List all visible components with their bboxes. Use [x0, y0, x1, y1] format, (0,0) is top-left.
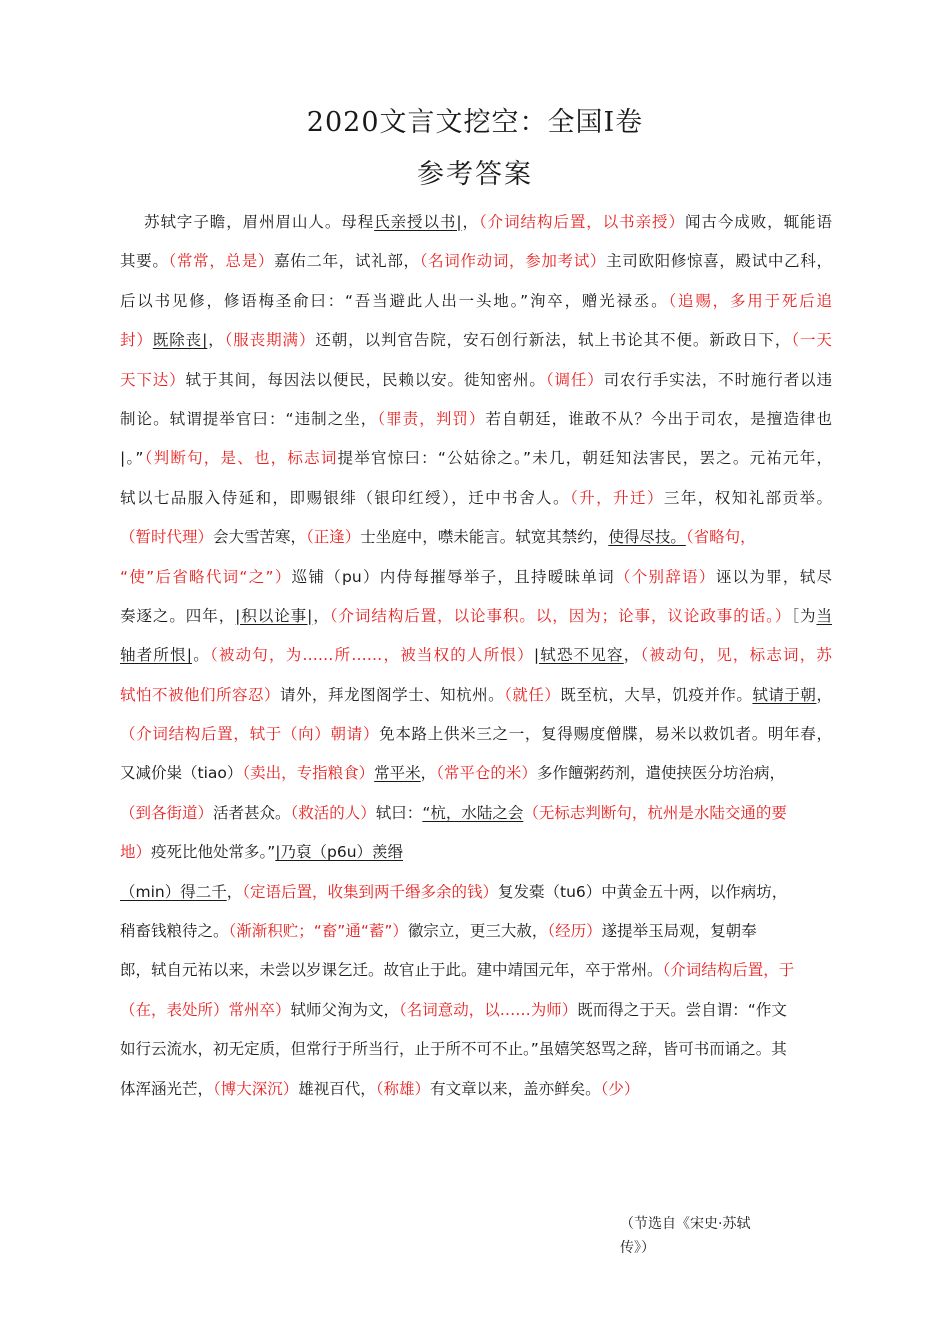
annotation-note: “使”后省略代词“之”）: [120, 567, 292, 586]
annotation-note: （定语后置，收集到两千缗多余的钱）: [242, 882, 499, 901]
source-line-1: （节选自《宋史·苏轼: [620, 1216, 751, 1232]
annotation-note: （省略句，: [685, 528, 756, 547]
annotation-note: （名词作动词，参加考试）: [419, 252, 607, 271]
underlined-phrase: 轼请于朝: [752, 685, 817, 704]
passage-text: 稍畜钱粮待之。: [120, 922, 229, 941]
passage-text: 体浑涵光芒，: [120, 1079, 214, 1098]
passage-text: 免本路上供米三之一，复得赐度僧牒，易米以救饥者。明年春，: [379, 725, 832, 744]
annotation-note: 封）: [120, 331, 153, 350]
passage-text: 嘉佑二年，试礼部，: [274, 252, 420, 271]
annotation-note: （暂时代理）: [120, 528, 214, 547]
passage-line: [120, 1070, 832, 1109]
source-line-2: 传》）: [620, 1240, 655, 1256]
annotation-note: （升，升迁）: [569, 488, 664, 507]
passage-text: 奏逐之。四年，: [120, 606, 236, 625]
annotation-note: （常常，总是）: [168, 252, 275, 271]
passage-text: 后以书见修，修语梅圣俞曰：“吾当避此人出一头地。”洵卒，赠光禄丞。: [120, 291, 669, 310]
passage-text: ，: [207, 331, 225, 350]
annotation-note: （常平仓的米）: [436, 764, 537, 783]
annotation-note: （救活的人）: [290, 803, 376, 822]
annotation-note: （判断句，是、也，标志词: [143, 449, 338, 468]
annotation-note: （渐渐积贮；“畜”通“蓄”）: [228, 922, 408, 941]
passage-line: [120, 242, 832, 281]
passage-line: [120, 833, 832, 872]
passage-text: 活者甚众。: [213, 803, 291, 822]
passage-line: [120, 597, 832, 636]
passage-text: |: [533, 646, 540, 665]
passage-line: [120, 754, 832, 793]
underlined-phrase: |乃裒（p6u）羡缗: [275, 843, 404, 862]
passage-text: 若自朝廷，谁敢不从？今出于司农，是擅造律也: [485, 409, 832, 428]
passage-line: [120, 794, 832, 833]
annotation-note: （介词结构后置，轼于（向）朝请）: [120, 725, 380, 744]
passage-text: 雄视百代，: [298, 1079, 376, 1098]
underlined-phrase: （min）得二千: [120, 882, 227, 901]
annotation-note: （一天: [791, 331, 832, 350]
passage-text: 又减价粜（tiao）: [120, 764, 243, 783]
annotation-note: （称雄）: [375, 1079, 431, 1098]
underlined-phrase: “杭，水陆之会: [422, 803, 524, 822]
underlined-phrase: 常平米: [374, 764, 421, 783]
annotation-note: 轼怕不被他们所容忍）: [120, 685, 281, 704]
passage-text: 巡铺（pu）内侍每摧辱举子，且持暧昧单词: [291, 567, 615, 586]
passage-text: 其要。: [120, 252, 169, 271]
passage-line: [120, 439, 832, 478]
passage-text: 有文章以来，盖亦鲜矣。: [430, 1079, 601, 1098]
passage-text: 如行云流水，初无定质，但常行于所当行，止于所不可不止。”虽嬉笑怒骂之辞，皆可书而诵之。其: [120, 1040, 787, 1059]
passage-line: [120, 951, 832, 990]
passage-text: 遂提举玉局观，复朝奉: [601, 922, 757, 941]
passage-line: [120, 321, 832, 360]
underlined-phrase: |积以论事|: [235, 606, 313, 625]
passage-line: [120, 400, 832, 439]
annotation-note: （介词结构后置，于: [662, 961, 795, 980]
passage-text: 会大雪苦寒，: [213, 528, 307, 547]
passage-text: 轼师父洵为文，: [290, 1000, 400, 1019]
annotation-note: （被动句，见，标志词，苏: [640, 646, 832, 665]
annotation-note: （介词结构后置，以书亲授）: [478, 213, 685, 231]
underlined-phrase: 使得尽技。: [608, 528, 686, 547]
annotation-note: （名词意动，以……为师）: [399, 1000, 578, 1019]
passage-text: 还朝，以判官告院，安石创行新法，轼上书论其不便。新政日下，: [315, 331, 792, 350]
underlined-phrase: 氏亲授以书|: [374, 213, 462, 231]
passage-text: 疫死比他处常多。”: [151, 843, 276, 862]
annotation-note: （少）: [600, 1079, 640, 1098]
annotation-note: 天下达）: [120, 370, 186, 389]
annotation-note: （追赐，多用于死后追: [668, 291, 832, 310]
passage-text: 郎，轼自元祐以来，未尝以岁课乞迁。故官止于此。建中靖国元年，卒于常州。: [120, 961, 663, 980]
passage-text: 。: [192, 646, 210, 665]
annotation-note: （服丧期满）: [224, 331, 316, 350]
annotation-note: （调任）: [545, 370, 604, 389]
passage-line: [120, 361, 832, 400]
passage-text: 轼曰：: [375, 803, 423, 822]
underlined-phrase: 既除丧|: [152, 331, 208, 350]
passage-text: 闻古今成败，辄能语: [684, 213, 832, 231]
annotation-note: （到各街道）: [120, 803, 214, 822]
passage-line: [120, 558, 832, 597]
passage-line: [120, 991, 832, 1030]
annotation-note: （介词结构后置，以论事积。以，因为；论事，议论政事的话。）: [329, 606, 792, 625]
passage-text: 士坐庭中，噤未能言。轼宽其禁约，: [360, 528, 609, 547]
passage-text: 请外，拜龙图阁学士、知杭州。: [280, 685, 505, 704]
passage-text: 司农行手实法，不时施行者以违: [603, 370, 832, 389]
passage-line: [120, 873, 832, 912]
passage-line: [120, 912, 832, 951]
passage-text: 既至杭，大旱，饥疫并作。: [560, 685, 753, 704]
passage-text: 徽宗立，更三大赦，: [407, 922, 548, 941]
passage-text: ，: [623, 646, 641, 665]
passage-text: ，: [312, 606, 330, 625]
page-title: 2020文言文挖空：全国I卷: [306, 107, 644, 138]
page-subtitle: 参考答案: [417, 159, 533, 190]
passage-text: 复发橐（tu6）中黄金五十两，以作病坊，: [498, 882, 788, 901]
passage-text: ，: [461, 213, 479, 231]
underlined-phrase: 轼恐不见容: [539, 646, 624, 665]
passage-text: 诬以为罪，轼尽: [715, 567, 832, 586]
annotation-note: 地）: [120, 843, 152, 862]
annotation-note: （被动句，为……所……，被当权的人所恨）: [209, 646, 534, 665]
passage-text: ，: [816, 685, 832, 704]
underlined-phrase: 当: [816, 606, 832, 625]
passage-line: [120, 282, 832, 321]
annotation-note: （卖出，专指粮食）: [242, 764, 375, 783]
passage-text: ，: [226, 882, 243, 901]
annotation-note: （在，表处所）常州卒）: [120, 1000, 291, 1019]
passage-body: [120, 203, 832, 1109]
passage-text: ［为: [791, 606, 817, 625]
passage-line: [120, 676, 832, 715]
passage-text: 制论。轼谓提举官曰：“违制之坐，: [120, 409, 378, 428]
passage-text: 主司欧阳修惊喜，殿试中乙科，: [606, 252, 832, 271]
annotation-note: （个别辞语）: [614, 567, 716, 586]
passage-text: 轼以七品服入侍延和，即赐银绯（银印红绶），迁中书舍人。: [120, 488, 570, 507]
passage-text: 三年，权知礼部贡举。: [663, 488, 832, 507]
annotation-note: （正逢）: [306, 528, 361, 547]
annotation-note: （经历）: [547, 922, 602, 941]
passage-line: [120, 479, 832, 518]
passage-text: 多作饘粥药剂，遣使挟医分坊治病，: [536, 764, 785, 783]
passage-line: [120, 203, 832, 242]
source-citation: [620, 1212, 750, 1260]
annotation-note: （罪责，判罚）: [377, 409, 486, 428]
passage-text: 轼于其间，每因法以便民，民赖以安。徙知密州。: [185, 370, 546, 389]
annotation-note: （无标志判断句，杭州是水陆交通的要: [523, 803, 787, 822]
passage-text: 提举官惊曰：“公姑徐之。”未几，朝廷知法害民，罢之。元祐元年，: [337, 449, 832, 468]
passage-line: [120, 715, 832, 754]
passage-text: ，: [420, 764, 437, 783]
passage-text: 既而得之于天。尝自谓：“作文: [577, 1000, 787, 1019]
passage-line: [120, 1030, 832, 1069]
passage-line: [120, 518, 832, 557]
annotation-note: （就任）: [504, 685, 561, 704]
annotation-note: （博大深沉）: [213, 1079, 299, 1098]
passage-text: 苏轼字子瞻，眉州眉山人。母程: [144, 213, 375, 231]
underlined-phrase: 轴者所恨|: [120, 646, 193, 665]
passage-line: [120, 636, 832, 675]
passage-text: |。”: [120, 449, 144, 468]
